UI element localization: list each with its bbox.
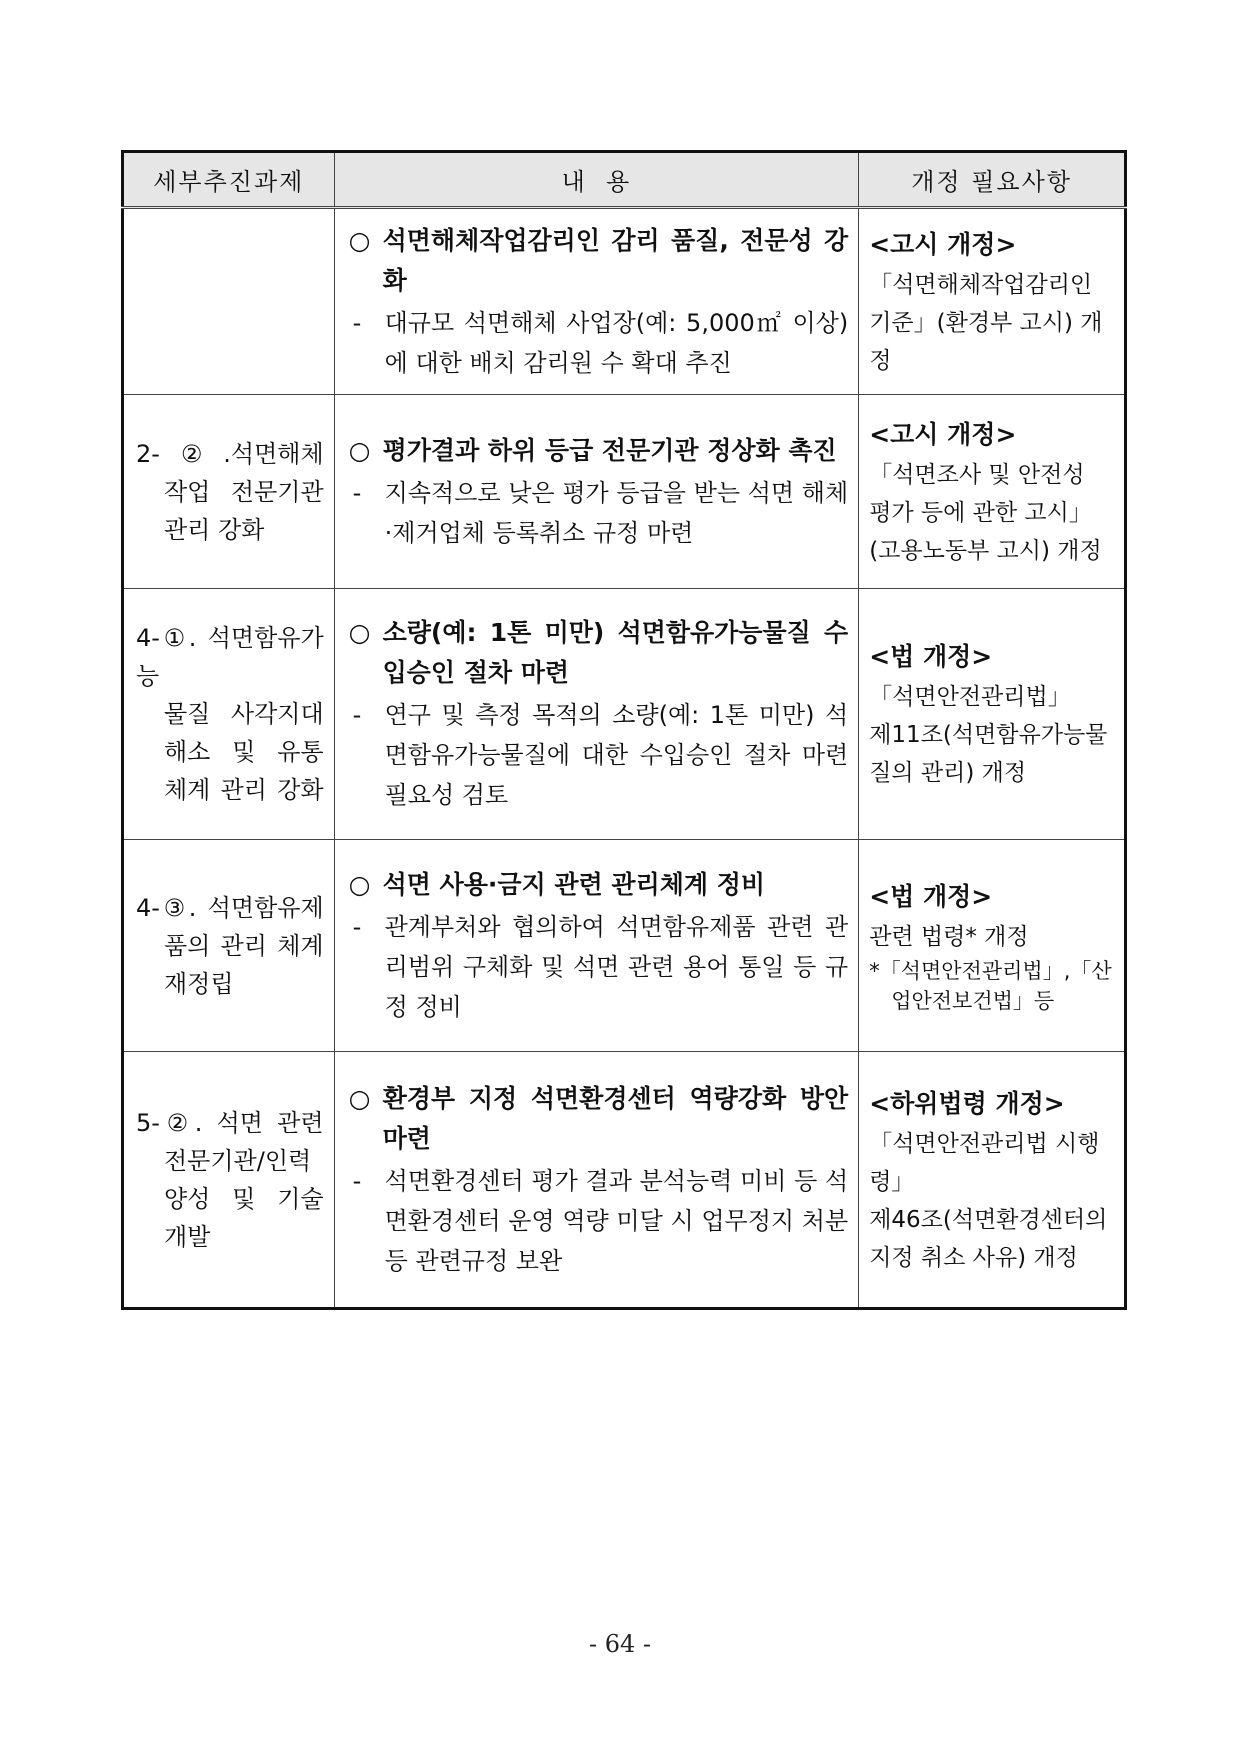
circle-bullet-icon: ○ [348, 435, 371, 465]
law-cell [859, 589, 1126, 840]
law-cell [859, 208, 1126, 395]
law-cell [859, 1052, 1126, 1309]
content-heading: ○ 석면해체작업감리인 감리 품질, 전문성 강화 [349, 221, 849, 301]
content-sub-item: - 관계부처와 협의하여 석면함유제품 관련 관리범위 구체화 및 석면 관련 용어 통일 등 규정 정비 [349, 907, 849, 1027]
task-line: 5-②. 석면 관련 [136, 1108, 324, 1137]
task-line: 해소 및 유통 [164, 738, 324, 766]
task-line: 4-③. 석면함유제 [136, 893, 324, 922]
reform-table [121, 150, 1127, 1310]
law-type: <법 개정> [869, 642, 993, 671]
dash-bullet-icon: - [352, 912, 362, 941]
task-line: 2-②.석면해체 [136, 439, 324, 468]
dash-bullet-icon: - [352, 308, 362, 337]
law-line: 「석면조사 및 안전성 평가 등에 관한 고시」(고용노동부 고시) 개정 [869, 461, 1102, 564]
table-row [123, 840, 1126, 1052]
content-heading: ○ 소량(예: 1톤 미만) 석면함유가능물질 수입승인 절차 마련 [349, 613, 849, 693]
header-task: 세부추진과제 [123, 152, 335, 208]
table-row [123, 589, 1126, 840]
law-footnote: *「석면안전관리법」,「산업안전보건법」등 [869, 958, 1112, 1013]
content-cell [334, 395, 859, 589]
task-cell [123, 1052, 335, 1309]
circle-bullet-icon: ○ [348, 869, 371, 899]
page-number: - 64 - [588, 1630, 651, 1658]
law-line: 「석면안전관리법 시행령」 [869, 1130, 1100, 1195]
content-heading: ○ 환경부 지정 석면환경센터 역량강화 방안 마련 [349, 1079, 849, 1159]
law-cell [859, 840, 1126, 1052]
task-cell [123, 840, 335, 1052]
task-line: 작업 전문기관 [164, 477, 324, 506]
task-cell [123, 395, 335, 589]
circle-bullet-icon: ○ [348, 225, 371, 255]
content-sub-item: - 석면환경센터 평가 결과 분석능력 미비 등 석면환경센터 운영 역량 미달 시 업무정지 처분 등 관련규정 보완 [349, 1161, 849, 1281]
law-type: <고시 개정> [869, 419, 1017, 449]
dash-bullet-icon: - [352, 478, 362, 507]
task-line: 전문기관/인력 [164, 1146, 312, 1175]
dash-bullet-icon: - [352, 1166, 362, 1195]
content-cell [334, 589, 859, 840]
circle-bullet-icon: ○ [348, 1083, 371, 1113]
law-type: <고시 개정> [869, 229, 1017, 259]
content-sub-item: - 대규모 석면해체 사업장(예: 5,000㎡ 이상)에 대한 배치 감리원 수 확대 추진 [349, 303, 849, 383]
circle-bullet-icon: ○ [348, 618, 371, 647]
task-line: 관리 강화 [164, 515, 265, 544]
law-line: 제46조(석면환경센터의 지정 취소 사유) 개정 [869, 1206, 1108, 1271]
law-cell [859, 395, 1126, 589]
task-line: 체계 관리 강화 [164, 776, 324, 804]
law-line: 「석면해체작업감리인 기준」(환경부 고시) 개정 [869, 271, 1103, 374]
law-line: 관련 법령* 개정 [869, 923, 1029, 950]
task-line: 양성 및 기술 [164, 1184, 324, 1213]
table-row [123, 395, 1126, 589]
law-type: <법 개정> [869, 881, 993, 911]
task-line: 4-①. 석면함유가능 [136, 624, 324, 690]
header-law: 개정 필요사항 [859, 152, 1126, 208]
content-sub-item: - 연구 및 측정 목적의 소량(예: 1톤 미만) 석면함유가능물질에 대한 수입승인 절차 마련 필요성 검토 [349, 695, 849, 815]
content-cell [334, 840, 859, 1052]
law-type: <하위법령 개정> [869, 1088, 1065, 1118]
content-heading: ○ 석면 사용·금지 관련 관리체계 정비 [349, 865, 849, 905]
table-row [123, 208, 1126, 395]
task-line: 개발 [164, 1222, 211, 1251]
table-row [123, 1052, 1126, 1309]
law-line: 제11조(석면함유가능물질의 관리) 개정 [869, 722, 1108, 786]
task-cell [123, 589, 335, 840]
task-cell [123, 208, 335, 395]
task-line: 품의 관리 체계 [164, 931, 324, 960]
content-cell [334, 1052, 859, 1309]
header-content: 내 용 [334, 152, 859, 208]
content-sub-item: - 지속적으로 낮은 평가 등급을 받는 석면 해체·제거업체 등록취소 규정 마련 [349, 473, 849, 553]
law-line: 「석면안전관리법」 [869, 684, 1071, 710]
task-line: 물질 사각지대 [164, 700, 324, 728]
dash-bullet-icon: - [352, 701, 362, 729]
table-header-row [123, 152, 1126, 208]
content-cell [334, 208, 859, 395]
content-heading: ○ 평가결과 하위 등급 전문기관 정상화 촉진 [349, 431, 849, 471]
task-line: 재정립 [164, 969, 234, 998]
